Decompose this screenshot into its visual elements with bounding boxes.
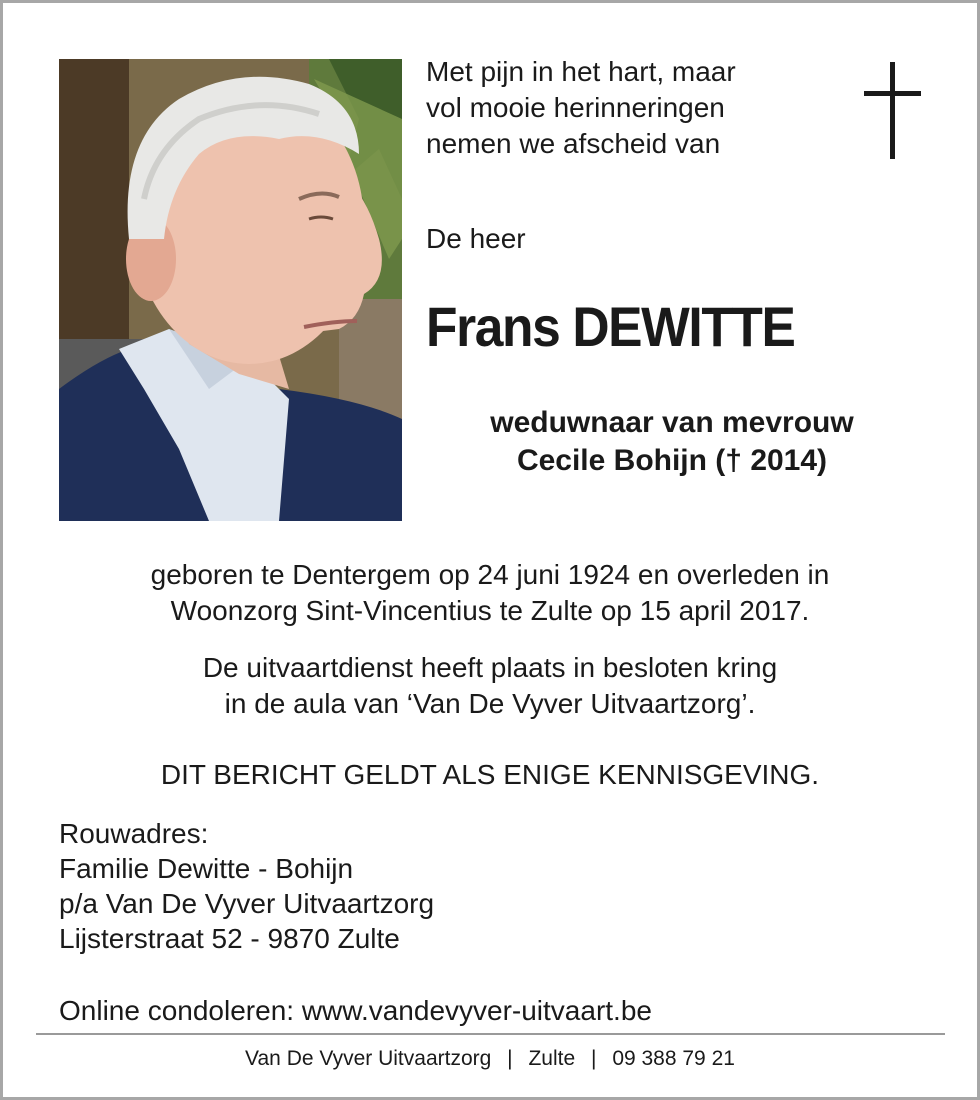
title-prefix: De heer	[426, 223, 526, 254]
born-line: Woonzorg Sint-Vincentius te Zulte op 15 april 2017.	[170, 595, 810, 626]
intro-line: vol mooie herinneringen	[426, 92, 725, 123]
address-label: Rouwadres:	[59, 818, 209, 849]
birth-death-details	[0, 557, 980, 629]
spouse-line: Cecile Bohijn († 2014)	[516, 444, 828, 477]
portrait-photo	[59, 59, 402, 521]
footer-separator: |	[507, 1047, 513, 1070]
cross-icon	[862, 62, 924, 167]
intro-line: nemen we afscheid van	[426, 128, 721, 159]
footer-phone: 09 388 79 21	[612, 1047, 735, 1070]
address-line: Familie Dewitte - Bohijn	[59, 853, 354, 884]
spouse-line: weduwnaar van mevrouw	[490, 406, 854, 439]
footer	[0, 1044, 980, 1074]
online-condolences[interactable]: Online condoleren: www.vandevyver-uitvaart.be	[59, 995, 652, 1026]
intro-text	[426, 54, 736, 162]
spouse-info	[402, 404, 942, 480]
footer-separator: |	[591, 1047, 597, 1070]
notice-text	[0, 757, 980, 793]
address-line: Lijsterstraat 52 - 9870 Zulte	[59, 923, 400, 954]
portrait-illustration	[59, 59, 402, 521]
address-line: p/a Van De Vyver Uitvaartzorg	[59, 888, 435, 919]
service-line: De uitvaartdienst heeft plaats in besloten kring	[202, 652, 778, 683]
service-details	[0, 650, 980, 722]
mourning-address	[59, 816, 434, 956]
footer-company: Van De Vyver Uitvaartzorg	[245, 1047, 492, 1070]
footer-divider	[36, 1033, 945, 1035]
born-line: geboren te Dentergem op 24 juni 1924 en overleden in	[150, 559, 830, 590]
footer-city: Zulte	[528, 1047, 576, 1070]
notice-line: DIT BERICHT GELDT ALS ENIGE KENNISGEVING.	[160, 759, 820, 790]
intro-line: Met pijn in het hart, maar	[426, 56, 736, 87]
service-line: in de aula van ‘Van De Vyver Uitvaartzorg’.	[224, 688, 756, 719]
deceased-name: Frans DEWITTE	[426, 295, 795, 358]
